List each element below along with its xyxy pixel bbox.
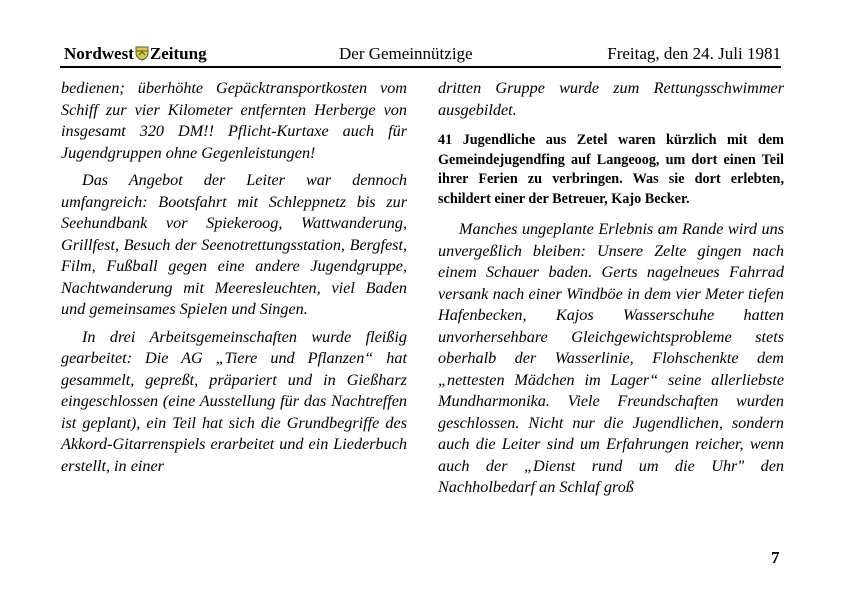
- logo-text-right: Zeitung: [149, 44, 207, 63]
- newspaper-logo: [64, 44, 207, 66]
- issue-date: Freitag, den 24. Juli 1981: [607, 44, 781, 63]
- paragraph: Manches ungeplante Erlebnis am Rande wird uns unvergeßlich bleiben: Unsere Zelte gingen nach einem Schauer baden. Gerts nagelneues Fahrrad versank nach einer Windböe in dem vier Meter tiefen Hafenbecken, Kajos Wasserschuhe hatten unvorhersehbare Gleichgewichtsprobleme stets oberhalb der Wasserlinie, Flohschenkte dem „nettesten Mädchen im Lager“ seine allerliebste Mundharmonika. Viele Freundschaften wurden geschlossen. Nicht nur die Jugendlichen, sondern auch die Leiter sind um Erfahrungen reicher, wenn auch der „Dienst rund um die Uhr" den Nachholbedarf an Schlaf groß: [438, 220, 784, 496]
- right-column: [438, 78, 784, 499]
- article-lead: 41 Jugendliche aus Zetel waren kürzlich mit dem Gemeindejugendfing auf Langeoog, um dort einen Teil ihrer Ferien zu verbringen. Was sie dort erlebten, schildert einer der Betreuer, Kajo Becker.: [438, 132, 784, 207]
- paragraph: bedienen; überhöhte Gepäcktransportkosten vom Schiff zur vier Kilometer entfernten Herberge von insgesamt 320 DM!! Pflicht-Kurtaxe auch für Jugendgruppen ohne Gegenleistungen!: [61, 79, 407, 162]
- page-number: 7: [771, 548, 780, 567]
- logo-text-left: Nordwest: [64, 44, 134, 63]
- coat-of-arms-icon: [135, 46, 149, 66]
- paragraph: dritten Gruppe wurde zum Rettungsschwimmer ausgebildet.: [438, 79, 784, 119]
- paragraph: In drei Arbeitsgemeinschaften wurde fleißig gearbeitet: Die AG „Tiere und Pflanzen“ hat gesammelt, gepreßt, präpariert und in Gießharz eingeschlossen (eine Ausstellung für das Nachtreffen ist geplant), ein Teil hat sich die Grundbegriffe des Akkord-Gitarrenspiels erarbeitet und ein Liederbuch erstellt, in einer: [61, 327, 407, 475]
- page-header: [60, 44, 781, 68]
- paragraph: Das Angebot der Leiter war dennoch umfangreich: Bootsfahrt mit Schleppnetz bis zur Seehundbank vor Spiekeroog, Wattwanderung, Grillfest, Besuch der Seenotrettungsstation, Bergfest, Film, Fußball gegen eine andere Jugendgruppe, Nachtwanderung mit Meeresleuchten, viel Baden und gemeinsames Spielen und Singen.: [61, 171, 407, 318]
- left-column: [61, 78, 407, 477]
- section-title: Der Gemeinnützige: [339, 44, 473, 63]
